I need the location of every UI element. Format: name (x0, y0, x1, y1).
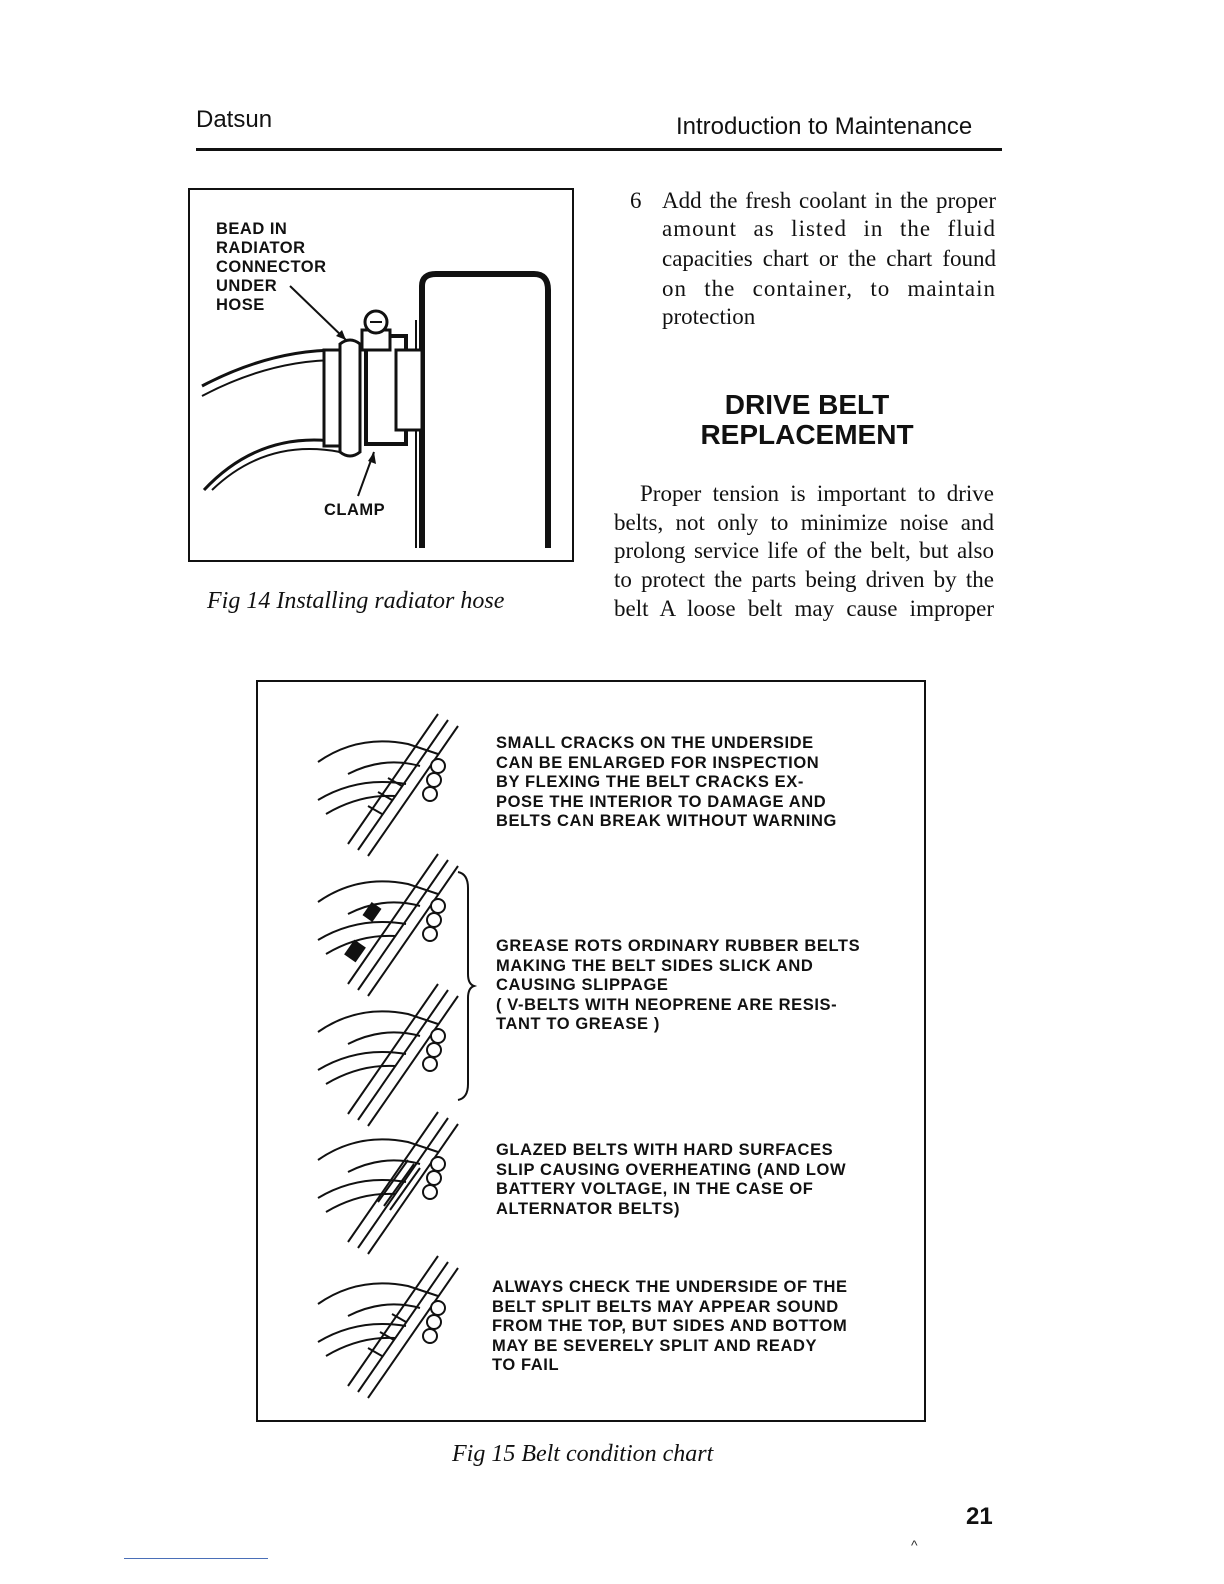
section-heading-line: REPLACEMENT (700, 419, 914, 450)
note-line: FROM THE TOP, BUT SIDES AND BOTTOM (492, 1317, 848, 1335)
step-text-line: on the container, to maintain (662, 276, 996, 301)
step-text-line: amount as listed in the fluid (662, 216, 996, 241)
belt-cracks-illustration (318, 714, 458, 856)
section-heading (612, 390, 1002, 450)
note-line: TANT TO GREASE ) (496, 1015, 660, 1033)
paragraph-line: belts, not only to minimize noise and (614, 510, 994, 535)
footer-mark: ^ (911, 1537, 918, 1553)
note-line: BATTERY VOLTAGE, IN THE CASE OF (496, 1180, 814, 1198)
note-line: SLIP CAUSING OVERHEATING (AND LOW (496, 1160, 847, 1179)
paragraph-line: Proper tension is important to drive (640, 481, 994, 506)
figure-15-belt-condition-chart (256, 680, 926, 1422)
belt-glazed-illustration (318, 1112, 458, 1254)
running-header-right: Introduction to Maintenance (676, 113, 973, 140)
figure-14-caption: Fig 14 Installing radiator hose (207, 588, 505, 614)
belt-condition-note-split (492, 1278, 848, 1376)
figure-14-radiator-hose (188, 188, 574, 562)
paragraph-line: to protect the parts being driven by the (614, 567, 994, 592)
step-number: 6 (630, 188, 642, 213)
paragraph-line: belt A loose belt may cause improper (614, 596, 994, 621)
note-line: CAN BE ENLARGED FOR INSPECTION (496, 753, 820, 772)
running-header-left: Datsun (196, 106, 273, 133)
note-line: TO FAIL (492, 1356, 560, 1374)
section-heading-line: DRIVE BELT (724, 389, 890, 420)
header-rule (196, 148, 1002, 151)
note-line: MAY BE SEVERELY SPLIT AND READY (492, 1336, 818, 1355)
grouping-brace (458, 872, 474, 1100)
fig14-label-line: CONNECTOR (216, 258, 327, 276)
fig14-label-line: HOSE (216, 296, 265, 314)
belt-condition-note-cracks (496, 734, 837, 832)
note-line: SMALL CRACKS ON THE UNDERSIDE (496, 734, 814, 752)
page-number: 21 (966, 1503, 993, 1530)
step-text-line: capacities chart or the chart found (662, 246, 996, 271)
note-line: GREASE ROTS ORDINARY RUBBER BELTS (496, 937, 861, 955)
fig14-label-line: UNDER (216, 277, 278, 295)
step-text-line: Add the fresh coolant in the proper (662, 188, 996, 213)
note-line: ( V-BELTS WITH NEOPRENE ARE RESIS- (496, 995, 838, 1014)
note-line: CAUSING SLIPPAGE (496, 976, 669, 994)
note-line: ALTERNATOR BELTS) (496, 1199, 681, 1218)
belt-grease-illustration-2 (318, 984, 458, 1126)
belt-grease-illustration-1 (318, 854, 458, 996)
note-line: GLAZED BELTS WITH HARD SURFACES (496, 1141, 834, 1159)
figure-15-caption: Fig 15 Belt condition chart (452, 1441, 714, 1467)
note-line: BELTS CAN BREAK WITHOUT WARNING (496, 812, 837, 830)
note-line: ALWAYS CHECK THE UNDERSIDE OF THE (492, 1278, 848, 1296)
step-text-line: protection (662, 304, 756, 329)
belt-split-illustration (318, 1256, 458, 1398)
belt-condition-note-glazed (496, 1141, 846, 1219)
paragraph-line: prolong service life of the belt, but also (614, 538, 994, 563)
grease-spot (362, 902, 381, 922)
belt-condition-note-grease (496, 937, 860, 1035)
fig14-label-line: BEAD IN (216, 220, 288, 238)
fig14-label-line: RADIATOR (216, 239, 306, 257)
note-line: MAKING THE BELT SIDES SLICK AND (496, 956, 814, 975)
note-line: BELT SPLIT BELTS MAY APPEAR SOUND (492, 1297, 839, 1316)
footer-rule (124, 1558, 268, 1559)
fig14-clamp-label: CLAMP (324, 501, 386, 519)
note-line: POSE THE INTERIOR TO DAMAGE AND (496, 792, 827, 811)
note-line: BY FLEXING THE BELT CRACKS EX- (496, 773, 804, 791)
